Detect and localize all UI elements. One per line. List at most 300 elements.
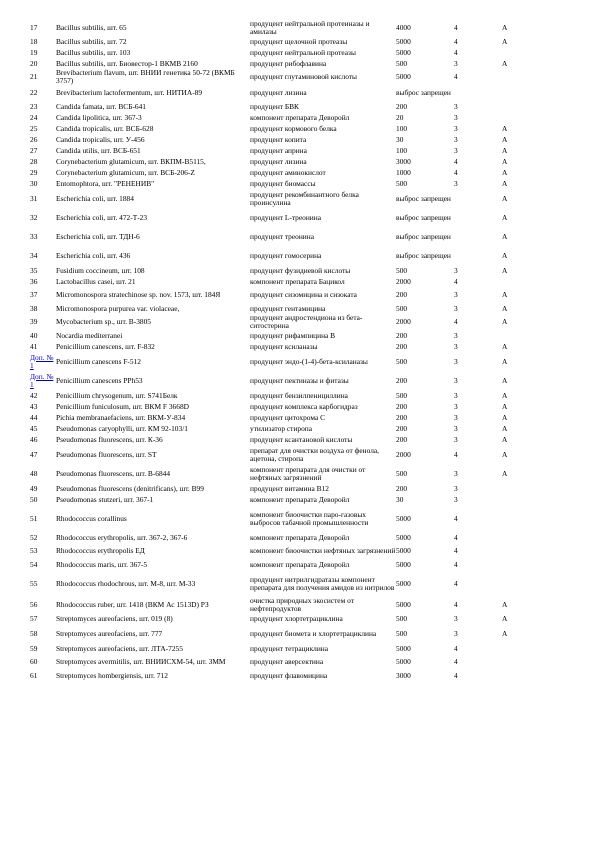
concentration-value-cell: 5000: [396, 657, 411, 666]
category-mark-cell: [502, 670, 560, 681]
hazard-class-cell: 3: [454, 134, 458, 144]
category-mark-cell: [502, 654, 560, 670]
hazard-class-cell: 4: [454, 317, 458, 326]
category-mark-cell: А: [502, 231, 508, 241]
strain-name-cell: Bacillus subtilis, шт. 65: [56, 23, 127, 32]
hazard-class-cell: 4: [454, 559, 458, 569]
strain-name-cell: Micromonospora stratechinose sp. nov. 1573, шт. 184Я: [56, 290, 221, 299]
table-row: [30, 189, 560, 208]
strain-name-cell: Lactobacillus casei, шт. 21: [56, 276, 136, 286]
product-description-cell: компонент препарата Деворойл: [250, 532, 350, 542]
row-number-cell: 43: [30, 401, 38, 411]
concentration-value-cell: 5000: [396, 546, 411, 555]
category-mark-cell: [502, 483, 560, 494]
row-number-cell: 21: [30, 72, 38, 81]
strain-name-cell: Candida tropicalis, шт. ВСБ-628: [56, 123, 154, 133]
registry-rows: [30, 20, 560, 681]
hazard-class-cell: 3: [454, 375, 458, 385]
strain-name-cell: Bacillus subtilis, шт. 72: [56, 36, 127, 46]
concentration-value-cell: выброс запрещен: [396, 250, 451, 260]
category-mark-cell: [502, 101, 560, 112]
table-row: [30, 145, 560, 156]
row-number-cell: 38: [30, 303, 38, 313]
strain-name-cell: Streptomyces aureofaciens, шт. ЛТА-7255: [56, 643, 183, 653]
category-mark-cell: [502, 559, 560, 570]
strain-name-cell: Rhodococcus erythropolis, шт. 367-2, 367-6: [56, 532, 188, 542]
strain-name-cell: Entomophtora, шт. "РЕНЕНИВ": [56, 178, 155, 188]
strain-name-cell: Mycobacterium sp., шт. В-3805: [56, 317, 151, 326]
strain-name-cell: Candida tropicalis, шт. У-456: [56, 134, 145, 144]
product-description-cell: продуцент эндо-(1-4)-бета-ксиланазы: [250, 356, 368, 366]
table-row: [30, 58, 560, 69]
category-mark-cell: [502, 543, 560, 559]
strain-name-cell: Escherichia coli, шт. ТДН-6: [56, 231, 140, 241]
concentration-value-cell: 200: [396, 412, 408, 422]
concentration-value-cell: 5000: [396, 600, 411, 609]
product-description-cell: продуцент витамина В12: [250, 483, 329, 493]
hazard-class-cell: 4: [454, 276, 458, 286]
concentration-value-cell: 5000: [396, 532, 411, 542]
product-description-cell: продуцент тетрациклина: [250, 643, 329, 653]
strain-name-cell: Fusidium coccineum, шт. 108: [56, 265, 145, 275]
strain-name-cell: Brevibacterium flavum, шт. ВНИИ генетика 50-72 (ВКМБ 3757): [56, 69, 235, 85]
strain-name-cell: Pseudomonas fluorescens, шт. К-36: [56, 434, 163, 444]
product-description-cell: продуцент кормового белка: [250, 123, 337, 133]
product-description-cell: продуцент бензилпенициллина: [250, 390, 348, 400]
table-row: [30, 314, 560, 330]
row-number-cell: 57: [30, 613, 38, 623]
hazard-class-cell: 4: [454, 657, 458, 666]
row-number-cell: 20: [30, 58, 38, 68]
hazard-class-cell: 3: [454, 494, 458, 504]
table-row: [30, 643, 560, 654]
category-mark-cell: А: [502, 23, 508, 32]
row-number-cell: 51: [30, 513, 38, 523]
table-row: [30, 570, 560, 597]
category-mark-cell: А: [502, 390, 508, 400]
table-row: [30, 303, 560, 314]
row-number-cell: 22: [30, 88, 38, 97]
table-row: [30, 670, 560, 681]
category-mark-cell: [502, 85, 560, 101]
table-row: [30, 654, 560, 670]
strain-name-cell: Pseudomonas fluorescens (denitrificans), шт. В99: [56, 483, 204, 493]
concentration-value-cell: 5000: [396, 643, 411, 653]
concentration-value-cell: 3000: [396, 156, 411, 166]
strain-name-cell: Penicillium canescens, шт. F-832: [56, 341, 155, 351]
row-number-cell: 23: [30, 101, 38, 111]
category-mark-cell: [502, 112, 560, 123]
table-row: [30, 36, 560, 47]
concentration-value-cell: 2000: [396, 449, 411, 459]
row-number-cell: 17: [30, 23, 38, 32]
product-description-cell: продуцент цитохрома С: [250, 412, 326, 422]
strain-name-cell: Bacillus subtilis, шт. Биовестор-1 ВКМВ 2160: [56, 58, 198, 68]
hazard-class-cell: 3: [454, 483, 458, 493]
category-mark-cell: А: [502, 212, 508, 222]
hazard-class-cell: 3: [454, 303, 458, 313]
strain-name-cell: Bacillus subtilis, шт. 103: [56, 47, 131, 57]
concentration-value-cell: 200: [396, 434, 408, 444]
product-description-cell: продуцент фузидиевой кислоты: [250, 265, 351, 275]
product-description-cell: продуцент гентамицина: [250, 303, 326, 313]
supplement-link[interactable]: Доп. № 1: [30, 352, 54, 370]
row-number-cell: 35: [30, 265, 38, 275]
table-row: [30, 483, 560, 494]
strain-name-cell: Candida utilis, шт. ВСБ-651: [56, 145, 141, 155]
product-description-cell: очистка природных экосистем от нефтепродуктов: [250, 597, 354, 613]
strain-name-cell: Rhodococcus rhodochrous, шт. М-8, шт. М-33: [56, 578, 196, 588]
row-number-cell: 39: [30, 317, 38, 326]
hazard-class-cell: 3: [454, 101, 458, 111]
table-row: [30, 559, 560, 570]
row-number-cell: 52: [30, 532, 38, 542]
row-number-cell: 61: [30, 670, 38, 680]
table-row: [30, 341, 560, 352]
category-mark-cell: А: [502, 600, 508, 609]
product-description-cell: продуцент биомассы: [250, 178, 316, 188]
concentration-value-cell: 200: [396, 483, 408, 493]
strain-name-cell: Penicillium chrysogenum, шт. S741Белк: [56, 390, 178, 400]
hazard-class-cell: 3: [454, 390, 458, 400]
row-number-cell: 59: [30, 643, 38, 653]
category-mark-cell: А: [502, 423, 508, 433]
strain-name-cell: Rhodococcus ruber, шт. 1418 (ВКМ Ас 1513D) РЗ: [56, 600, 209, 609]
hazard-class-cell: 4: [454, 546, 458, 555]
hazard-class-cell: 4: [454, 36, 458, 46]
row-number-cell: 44: [30, 412, 38, 422]
row-number-cell: 53: [30, 546, 38, 555]
category-mark-cell: А: [502, 250, 508, 260]
category-mark-cell: А: [502, 123, 508, 133]
table-row: [30, 69, 560, 85]
category-mark-cell: А: [502, 178, 508, 188]
product-description-cell: продуцент нейтральной протеазы: [250, 47, 356, 57]
concentration-value-cell: 30: [396, 494, 404, 504]
product-description-cell: продуцент ксиланазы: [250, 341, 318, 351]
table-row: [30, 613, 560, 624]
concentration-value-cell: 500: [396, 265, 408, 275]
category-mark-cell: А: [502, 317, 508, 326]
row-number-cell: 50: [30, 494, 38, 504]
row-number-cell: 37: [30, 290, 38, 299]
row-number-cell: 33: [30, 231, 38, 241]
product-description-cell: продуцент ксантановой кислоты: [250, 434, 353, 444]
product-description-cell: компонент препарата Деворойл: [250, 494, 350, 504]
category-mark-cell: А: [502, 265, 508, 275]
concentration-value-cell: выброс запрещен: [396, 193, 451, 203]
concentration-value-cell: 4000: [396, 23, 411, 32]
strain-name-cell: Pseudomonas stutzeri, шт. 367-1: [56, 494, 154, 504]
hazard-class-cell: 4: [454, 167, 458, 177]
concentration-value-cell: 500: [396, 613, 408, 623]
category-mark-cell: А: [502, 375, 508, 385]
product-description-cell: компонент препарата для очистки от нефтяных загрязнений: [250, 464, 366, 482]
strain-name-cell: Candida famata, шт. ВСБ-641: [56, 101, 146, 111]
strain-name-cell: Nocardia mediterranei: [56, 330, 123, 340]
strain-name-cell: Pseudomonas fluorescens, шт. ST: [56, 449, 157, 459]
table-row: [30, 352, 560, 371]
table-row: [30, 330, 560, 341]
concentration-value-cell: 200: [396, 290, 408, 299]
strain-name-cell: Pichia membranaefaciens, шт. ВКМ-У-834: [56, 412, 186, 422]
concentration-value-cell: 3000: [396, 670, 411, 680]
table-row: [30, 494, 560, 505]
concentration-value-cell: 100: [396, 145, 408, 155]
concentration-value-cell: 1000: [396, 167, 411, 177]
product-description-cell: продуцент хлортетрациклина: [250, 613, 343, 623]
table-row: [30, 265, 560, 276]
category-mark-cell: [502, 330, 560, 341]
product-description-cell: продуцент рекомбинантного белка проинсулина: [250, 189, 359, 207]
concentration-value-cell: 30: [396, 134, 404, 144]
concentration-value-cell: 500: [396, 303, 408, 313]
strain-name-cell: Escherichia coli, шт. 472-Т-23: [56, 212, 148, 222]
hazard-class-cell: 3: [454, 423, 458, 433]
concentration-value-cell: 5000: [396, 47, 411, 57]
concentration-value-cell: 20: [396, 112, 404, 122]
row-number-cell: 56: [30, 600, 38, 609]
hazard-class-cell: 4: [454, 578, 458, 588]
hazard-class-cell: 3: [454, 330, 458, 340]
category-mark-cell: А: [502, 58, 508, 68]
table-row: [30, 390, 560, 401]
hazard-class-cell: 3: [454, 112, 458, 122]
strain-name-cell: Rhodococcus maris, шт. 367-5: [56, 559, 148, 569]
hazard-class-cell: 3: [454, 178, 458, 188]
category-mark-cell: [502, 47, 560, 58]
category-mark-cell: А: [502, 134, 508, 144]
hazard-class-cell: 4: [454, 513, 458, 523]
product-description-cell: компонент препарата Деворойл: [250, 112, 350, 122]
category-mark-cell: А: [502, 156, 508, 166]
concentration-value-cell: 500: [396, 178, 408, 188]
strain-name-cell: Micromonospora purpurea var. violaceae,: [56, 303, 180, 313]
category-mark-cell: А: [502, 36, 508, 46]
table-row: [30, 20, 560, 36]
table-row: [30, 434, 560, 445]
concentration-value-cell: 200: [396, 330, 408, 340]
product-description-cell: продуцент лизина: [250, 88, 307, 97]
row-number-cell: 34: [30, 250, 38, 260]
table-row: [30, 624, 560, 643]
table-row: [30, 112, 560, 123]
product-description-cell: продуцент нитрилгидратазы компонент препарата для получения амидов из нитрилов: [250, 574, 395, 592]
product-description-cell: продуцент аминокислот: [250, 167, 326, 177]
product-description-cell: продуцент сизомицина и сизоката: [250, 290, 357, 299]
row-number-cell: 60: [30, 657, 38, 666]
category-mark-cell: [502, 276, 560, 287]
category-mark-cell: А: [502, 145, 508, 155]
concentration-value-cell: 5000: [396, 513, 411, 523]
strain-name-cell: Penicillium funiculosum, шт. ВКМ F 3668D: [56, 401, 189, 411]
hazard-class-cell: [454, 246, 502, 265]
hazard-class-cell: [454, 227, 502, 246]
hazard-class-cell: 4: [454, 23, 458, 32]
hazard-class-cell: 4: [454, 600, 458, 609]
concentration-value-cell: 500: [396, 390, 408, 400]
concentration-value-cell: 200: [396, 101, 408, 111]
category-mark-cell: [502, 570, 560, 597]
table-row: [30, 597, 560, 613]
strain-name-cell: Streptomyces hombergiensis, шт. 712: [56, 670, 168, 680]
strain-name-cell: Pseudomonas fluorescens, шт. В-6844: [56, 468, 171, 478]
category-mark-cell: А: [502, 401, 508, 411]
category-mark-cell: А: [502, 412, 508, 422]
strain-name-cell: Streptomyces avermitilis, шт. ВНИИСХМ-54, шт. ЗММ: [56, 657, 226, 666]
row-number-cell: 49: [30, 483, 38, 493]
hazard-class-cell: [454, 208, 502, 227]
row-number-cell: 24: [30, 112, 38, 122]
supplement-link[interactable]: Доп. № 1: [30, 371, 54, 389]
strain-name-cell: Brevibacterium lactofermentum, шт. НИТИА-89: [56, 88, 203, 97]
hazard-class-cell: 3: [454, 613, 458, 623]
strain-name-cell: Streptomyces aureofaciens, шт. 019 (8): [56, 613, 173, 623]
table-row: [30, 276, 560, 287]
row-number-cell: 46: [30, 434, 38, 444]
category-mark-cell: А: [502, 303, 508, 313]
category-mark-cell: А: [502, 449, 508, 459]
product-description-cell: препарат для очистки воздуха от фенола, ацетона, стиропа: [250, 445, 380, 463]
concentration-value-cell: 500: [396, 468, 408, 478]
table-row: [30, 178, 560, 189]
product-description-cell: продуцент глутаминовой кислоты: [250, 72, 358, 81]
strain-name-cell: Pseudomonas caryophylli, шт. КМ 92-103/1: [56, 423, 188, 433]
product-description-cell: продуцент L-треонина: [250, 212, 321, 222]
row-number-cell: [30, 371, 56, 390]
product-description-cell: продуцент копита: [250, 134, 307, 144]
category-mark-cell: А: [502, 356, 508, 366]
category-mark-cell: [502, 643, 560, 654]
table-row: [30, 412, 560, 423]
strain-name-cell: Rhodococcus erythropolis ЕД: [56, 546, 145, 555]
row-number-cell: 42: [30, 390, 38, 400]
hazard-class-cell: 4: [454, 72, 458, 81]
hazard-class-cell: 3: [454, 628, 458, 638]
product-description-cell: продуцент комплекса карбогидраз: [250, 401, 358, 411]
strain-name-cell: Penicillium canescens PPh53: [56, 375, 143, 385]
row-number-cell: 47: [30, 449, 38, 459]
category-mark-cell: А: [502, 468, 508, 478]
hazard-class-cell: 4: [454, 449, 458, 459]
hazard-class-cell: 3: [454, 412, 458, 422]
table-row: [30, 423, 560, 434]
row-number-cell: 32: [30, 212, 38, 222]
product-description-cell: продуцент треонина: [250, 231, 314, 241]
concentration-value-cell: 2000: [396, 276, 411, 286]
row-number-cell: 28: [30, 156, 38, 166]
row-number-cell: 31: [30, 193, 38, 203]
row-number-cell: 48: [30, 468, 38, 478]
hazard-class-cell: 4: [454, 532, 458, 542]
product-description-cell: продуцент пектиназы и фитазы: [250, 375, 349, 385]
category-mark-cell: [502, 494, 560, 505]
product-description-cell: продуцент рифампицина В: [250, 330, 336, 340]
concentration-value-cell: выброс запрещен: [396, 212, 451, 222]
product-description-cell: продуцент нейтральной протеиназы и амилазы: [250, 20, 370, 36]
concentration-value-cell: 500: [396, 628, 408, 638]
concentration-value-cell: 2000: [396, 317, 411, 326]
strain-name-cell: Escherichia coli, шт. 1884: [56, 193, 134, 203]
row-number-cell: 29: [30, 167, 38, 177]
table-row: [30, 246, 560, 265]
concentration-value-cell: 500: [396, 356, 408, 366]
product-description-cell: продуцент аверсектина: [250, 657, 324, 666]
category-mark-cell: [502, 69, 560, 85]
row-number-cell: [30, 352, 56, 371]
product-description-cell: компонент препарата Деворойл: [250, 559, 350, 569]
concentration-value-cell: 5000: [396, 559, 411, 569]
strain-name-cell: Rhodococcus corallinus: [56, 513, 127, 523]
concentration-value-cell: 500: [396, 58, 408, 68]
row-number-cell: 55: [30, 578, 38, 588]
product-description-cell: компонент препарата Бацикол: [250, 276, 345, 286]
category-mark-cell: А: [502, 434, 508, 444]
concentration-value-cell: выброс запрещен: [396, 88, 451, 97]
row-number-cell: 30: [30, 178, 38, 188]
concentration-value-cell: выброс запрещен: [396, 231, 451, 241]
hazard-class-cell: 3: [454, 58, 458, 68]
hazard-class-cell: 3: [454, 468, 458, 478]
product-description-cell: утилизатор стиропа: [250, 423, 312, 433]
product-description-cell: компонент биоочистки нефтяных загрязнений: [250, 546, 396, 555]
hazard-class-cell: 4: [454, 47, 458, 57]
table-row: [30, 227, 560, 246]
table-row: [30, 101, 560, 112]
table-row: [30, 156, 560, 167]
concentration-value-cell: 5000: [396, 36, 411, 46]
hazard-class-cell: 4: [454, 156, 458, 166]
strain-name-cell: Candida lipolitica, шт. 367-3: [56, 112, 142, 122]
strain-name-cell: Penicillium canescens F-512: [56, 356, 141, 366]
table-row: [30, 167, 560, 178]
table-row: [30, 85, 560, 101]
table-row: [30, 445, 560, 464]
table-row: [30, 543, 560, 559]
product-description-cell: продуцент щелочной протеазы: [250, 36, 348, 46]
product-description-cell: продуцент флавомицина: [250, 670, 328, 680]
product-description-cell: компонент биоочистки паро-газовых выбросов табачной промышленности: [250, 509, 369, 527]
concentration-value-cell: 100: [396, 123, 408, 133]
hazard-class-cell: 3: [454, 401, 458, 411]
row-number-cell: 25: [30, 123, 38, 133]
category-mark-cell: [502, 505, 560, 532]
concentration-value-cell: 5000: [396, 578, 411, 588]
row-number-cell: 54: [30, 559, 38, 569]
hazard-class-cell: 3: [454, 341, 458, 351]
category-mark-cell: А: [502, 290, 508, 299]
product-description-cell: продуцент биомета и хлортетрациклина: [250, 628, 377, 638]
product-description-cell: продуцент андростендиона из бета-ситостерина: [250, 314, 363, 330]
concentration-value-cell: 200: [396, 401, 408, 411]
table-row: [30, 532, 560, 543]
row-number-cell: 41: [30, 341, 38, 351]
hazard-class-cell: [454, 85, 502, 101]
hazard-class-cell: 4: [454, 643, 458, 653]
product-description-cell: продуцент БВК: [250, 101, 299, 111]
table-row: [30, 208, 560, 227]
strain-name-cell: Streptomyces aureofaciens, шт. 777: [56, 628, 163, 638]
row-number-cell: 40: [30, 330, 38, 340]
hazard-class-cell: [454, 189, 502, 208]
hazard-class-cell: 4: [454, 670, 458, 680]
category-mark-cell: А: [502, 167, 508, 177]
product-description-cell: продуцент априна: [250, 145, 307, 155]
product-description-cell: продуцент гомосерина: [250, 250, 322, 260]
table-row: [30, 134, 560, 145]
row-number-cell: 27: [30, 145, 38, 155]
category-mark-cell: А: [502, 341, 508, 351]
